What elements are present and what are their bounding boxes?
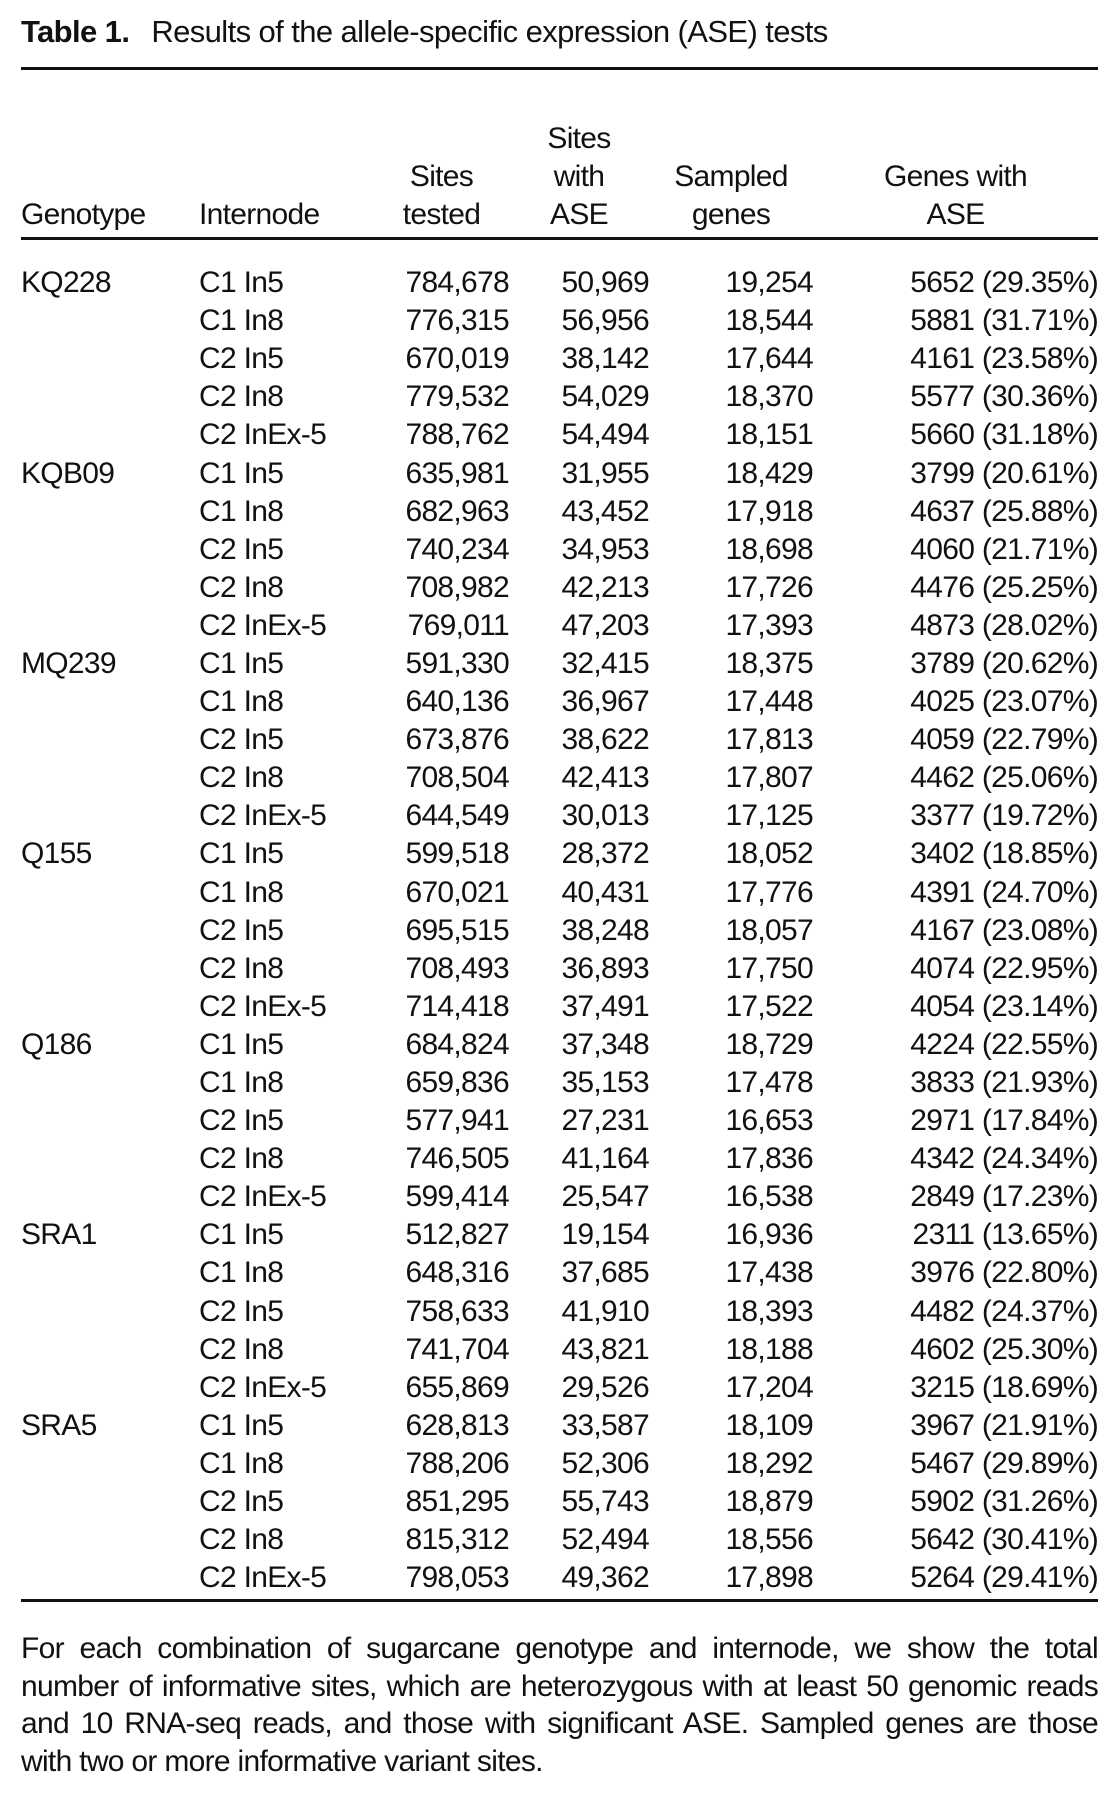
cell-sampled-genes: 18,429: [725, 456, 813, 490]
cell-internode: C2 In8: [199, 1332, 284, 1366]
cell-sampled-genes: 18,188: [725, 1332, 813, 1366]
column-header-genotype: Genotype: [21, 198, 146, 231]
cell-sites-tested: 640,136: [405, 685, 509, 719]
cell-internode: C1 In5: [199, 646, 284, 680]
table-body: [21, 264, 1098, 1597]
cell-sampled-genes: 17,726: [725, 570, 813, 604]
cell-sampled-genes: 17,813: [725, 723, 813, 757]
cell-genes-with-ase: 3976 (22.80%): [910, 1256, 1098, 1290]
cell-sampled-genes: 18,109: [725, 1408, 813, 1442]
cell-genes-with-ase: 4054 (23.14%): [910, 989, 1098, 1023]
table-row: [21, 340, 1098, 378]
cell-genes-with-ase: 4074 (22.95%): [910, 951, 1098, 985]
cell-genotype: [21, 874, 199, 912]
header-spacer: [21, 234, 1098, 264]
cell-sampled-genes: 17,776: [725, 875, 813, 909]
cell-sampled-genes: 18,544: [725, 304, 813, 338]
cell-genes-with-ase: 4873 (28.02%): [910, 608, 1098, 642]
cell-genotype: [21, 1293, 199, 1331]
cell-sites-with-ase: 34,953: [561, 532, 649, 566]
cell-sites-with-ase: 55,743: [561, 1485, 649, 1519]
table-row: [21, 988, 1098, 1026]
table-row: [21, 950, 1098, 988]
cell-sites-tested: 599,518: [405, 837, 509, 871]
column-header-sites-with-ase: Sites with ASE: [547, 122, 611, 231]
cell-sites-tested: 776,315: [405, 304, 509, 338]
cell-internode: C2 InEx-5: [199, 1561, 327, 1595]
cell-genes-with-ase: 4025 (23.07%): [910, 685, 1098, 719]
table-footnote: For each combination of sugarcane genotype and internode, we show the total number of informative sites, which are heterozygous with at least 50 genomic reads and 10 RNA-seq reads, and those with significant ASE. Sampled genes are those with two or more informative variant sites.: [21, 1632, 1098, 1779]
table-row: [21, 797, 1098, 835]
column-header-sampled-genes: Sampled genes: [674, 160, 788, 231]
cell-genotype: [21, 531, 199, 569]
cell-sampled-genes: 18,556: [725, 1523, 813, 1557]
cell-genotype: [21, 988, 199, 1026]
bottom-rule: [21, 1599, 1098, 1602]
cell-genes-with-ase: 5902 (31.26%): [910, 1485, 1098, 1519]
cell-sites-tested: 714,418: [405, 989, 509, 1023]
cell-genes-with-ase: 3799 (20.61%): [910, 456, 1098, 490]
cell-sites-with-ase: 56,956: [561, 304, 649, 338]
top-rule: [21, 67, 1098, 70]
table-row: [21, 1102, 1098, 1140]
cell-internode: C2 InEx-5: [199, 1370, 327, 1404]
cell-sampled-genes: 16,653: [725, 1104, 813, 1138]
cell-genes-with-ase: 4602 (25.30%): [910, 1332, 1098, 1366]
cell-internode: C1 In8: [199, 304, 284, 338]
cell-sampled-genes: 18,393: [725, 1294, 813, 1328]
cell-internode: C2 In8: [199, 761, 284, 795]
cell-genes-with-ase: 4482 (24.37%): [910, 1294, 1098, 1328]
cell-sites-with-ase: 37,348: [561, 1027, 649, 1061]
cell-sampled-genes: 17,448: [725, 685, 813, 719]
cell-sampled-genes: 17,393: [725, 608, 813, 642]
cell-sampled-genes: 19,254: [725, 266, 813, 300]
cell-internode: C1 In8: [199, 1446, 284, 1480]
cell-sites-with-ase: 19,154: [561, 1218, 649, 1252]
cell-genes-with-ase: 5264 (29.41%): [910, 1561, 1098, 1595]
cell-sampled-genes: 17,522: [725, 989, 813, 1023]
cell-sites-with-ase: 38,248: [561, 913, 649, 947]
cell-sites-tested: 577,941: [405, 1104, 509, 1138]
cell-genotype: [21, 759, 199, 797]
cell-internode: C2 In8: [199, 570, 284, 604]
cell-genotype: [21, 340, 199, 378]
cell-internode: C2 In5: [199, 1294, 284, 1328]
cell-internode: C1 In5: [199, 1408, 284, 1442]
cell-sites-with-ase: 43,452: [561, 494, 649, 528]
cell-sites-with-ase: 54,494: [561, 418, 649, 452]
cell-sampled-genes: 17,750: [725, 951, 813, 985]
cell-genotype: [21, 797, 199, 835]
table-row: [21, 531, 1098, 569]
cell-genotype: [21, 1140, 199, 1178]
cell-genes-with-ase: 4476 (25.25%): [910, 570, 1098, 604]
cell-internode: C2 In5: [199, 1104, 284, 1138]
table-row: [21, 1559, 1098, 1597]
table-row: [21, 264, 1098, 302]
cell-internode: C2 In5: [199, 342, 284, 376]
table-label: Table 1.: [21, 14, 130, 49]
cell-internode: C2 In8: [199, 1142, 284, 1176]
cell-genes-with-ase: 2971 (17.84%): [910, 1104, 1098, 1138]
cell-sites-tested: 644,549: [405, 799, 509, 833]
cell-sites-tested: 779,532: [405, 380, 509, 414]
cell-genes-with-ase: 5652 (29.35%): [910, 266, 1098, 300]
cell-sites-tested: 695,515: [405, 913, 509, 947]
cell-genotype: [21, 721, 199, 759]
cell-sampled-genes: 17,918: [725, 494, 813, 528]
cell-genotype: [21, 607, 199, 645]
cell-sites-tested: 851,295: [405, 1485, 509, 1519]
cell-sites-tested: 659,836: [405, 1066, 509, 1100]
cell-genotype: KQB09: [21, 456, 115, 490]
cell-internode: C1 In8: [199, 1066, 284, 1100]
table-row: [21, 1483, 1098, 1521]
cell-internode: C1 In8: [199, 875, 284, 909]
table-row: [21, 645, 1098, 683]
cell-sites-tested: 670,021: [405, 875, 509, 909]
cell-sites-tested: 708,504: [405, 761, 509, 795]
cell-genotype: Q186: [21, 1027, 92, 1061]
cell-genotype: [21, 950, 199, 988]
cell-genotype: [21, 378, 199, 416]
cell-sampled-genes: 18,292: [725, 1446, 813, 1480]
cell-sites-tested: 784,678: [405, 266, 509, 300]
cell-sampled-genes: 18,151: [725, 418, 813, 452]
cell-sites-with-ase: 36,893: [561, 951, 649, 985]
table-row: [21, 683, 1098, 721]
cell-genotype: KQ228: [21, 266, 111, 300]
cell-sites-with-ase: 27,231: [561, 1104, 649, 1138]
column-header-sites-tested: Sites tested: [402, 160, 481, 231]
cell-sites-tested: 591,330: [405, 646, 509, 680]
cell-sites-tested: 758,633: [405, 1294, 509, 1328]
cell-sites-with-ase: 38,142: [561, 342, 649, 376]
table-row: [21, 912, 1098, 950]
cell-genes-with-ase: 3967 (21.91%): [910, 1408, 1098, 1442]
cell-sites-with-ase: 41,910: [561, 1294, 649, 1328]
cell-genotype: [21, 1178, 199, 1216]
table-row: [21, 759, 1098, 797]
table-row: [21, 1521, 1098, 1559]
table-row: [21, 835, 1098, 873]
cell-internode: C1 In5: [199, 1218, 284, 1252]
cell-genotype: MQ239: [21, 646, 116, 680]
table-row: [21, 1140, 1098, 1178]
cell-sites-with-ase: 43,821: [561, 1332, 649, 1366]
cell-sampled-genes: 18,375: [725, 646, 813, 680]
cell-sites-with-ase: 42,413: [561, 761, 649, 795]
cell-sites-tested: 769,011: [407, 608, 509, 642]
cell-genes-with-ase: 3833 (21.93%): [910, 1066, 1098, 1100]
cell-sampled-genes: 18,698: [725, 532, 813, 566]
cell-genotype: [21, 912, 199, 950]
cell-internode: C1 In5: [199, 266, 284, 300]
cell-sites-tested: 708,982: [405, 570, 509, 604]
cell-genes-with-ase: 4161 (23.58%): [910, 342, 1098, 376]
cell-sites-with-ase: 30,013: [561, 799, 649, 833]
table-row: [21, 1445, 1098, 1483]
cell-internode: C2 In5: [199, 1485, 284, 1519]
cell-internode: C2 In8: [199, 380, 284, 414]
cell-internode: C1 In5: [199, 837, 284, 871]
cell-genotype: [21, 1483, 199, 1521]
cell-internode: C2 InEx-5: [199, 608, 327, 642]
table-row: [21, 454, 1098, 492]
column-header-genes-with-ase: Genes with ASE: [883, 160, 1028, 231]
table-row: [21, 493, 1098, 531]
table-row: [21, 874, 1098, 912]
cell-sampled-genes: 17,478: [725, 1066, 813, 1100]
cell-genes-with-ase: 3402 (18.85%): [910, 837, 1098, 871]
cell-genes-with-ase: 2849 (17.23%): [910, 1180, 1098, 1214]
cell-sites-with-ase: 52,306: [561, 1446, 649, 1480]
table-row: [21, 1178, 1098, 1216]
cell-sampled-genes: 18,052: [725, 837, 813, 871]
cell-sites-tested: 682,963: [405, 494, 509, 528]
cell-sites-with-ase: 31,955: [561, 456, 649, 490]
column-header-internode: Internode: [199, 198, 320, 231]
cell-genes-with-ase: 5660 (31.18%): [910, 418, 1098, 452]
cell-sites-tested: 788,762: [405, 418, 509, 452]
cell-internode: C2 In8: [199, 1523, 284, 1557]
cell-genes-with-ase: 5577 (30.36%): [910, 380, 1098, 414]
cell-sampled-genes: 18,729: [725, 1027, 813, 1061]
cell-internode: C2 InEx-5: [199, 989, 327, 1023]
cell-sites-with-ase: 52,494: [561, 1523, 649, 1557]
cell-genes-with-ase: 5881 (31.71%): [910, 304, 1098, 338]
table-row: [21, 1293, 1098, 1331]
cell-sites-tested: 512,827: [405, 1218, 509, 1252]
cell-genotype: [21, 1445, 199, 1483]
cell-sampled-genes: 18,057: [725, 913, 813, 947]
cell-genes-with-ase: 2311 (13.65%): [912, 1218, 1098, 1252]
cell-sites-tested: 599,414: [405, 1180, 509, 1214]
cell-genotype: [21, 1521, 199, 1559]
cell-genotype: [21, 302, 199, 340]
cell-sites-with-ase: 50,969: [561, 266, 649, 300]
cell-sampled-genes: 17,644: [725, 342, 813, 376]
cell-sites-with-ase: 37,491: [561, 989, 649, 1023]
cell-genes-with-ase: 4637 (25.88%): [910, 494, 1098, 528]
cell-sites-with-ase: 36,967: [561, 685, 649, 719]
cell-sites-with-ase: 49,362: [561, 1561, 649, 1595]
table-row: [21, 416, 1098, 454]
cell-sites-tested: 815,312: [405, 1523, 509, 1557]
cell-sampled-genes: 16,538: [725, 1180, 813, 1214]
cell-sites-tested: 798,053: [405, 1561, 509, 1595]
table-row: [21, 569, 1098, 607]
cell-sites-tested: 708,493: [405, 951, 509, 985]
cell-genes-with-ase: 3789 (20.62%): [910, 646, 1098, 680]
table-row: [21, 607, 1098, 645]
cell-genotype: [21, 1102, 199, 1140]
cell-genes-with-ase: 4462 (25.06%): [910, 761, 1098, 795]
cell-internode: C2 InEx-5: [199, 418, 327, 452]
cell-genes-with-ase: 5467 (29.89%): [910, 1446, 1098, 1480]
cell-internode: C2 In8: [199, 951, 284, 985]
cell-sites-tested: 740,234: [405, 532, 509, 566]
cell-internode: C1 In8: [199, 1256, 284, 1290]
cell-internode: C2 In5: [199, 913, 284, 947]
cell-sampled-genes: 17,898: [725, 1561, 813, 1595]
table-row: [21, 1064, 1098, 1102]
cell-genotype: [21, 569, 199, 607]
cell-sampled-genes: 17,438: [725, 1256, 813, 1290]
cell-sites-tested: 628,813: [405, 1408, 509, 1442]
cell-sites-with-ase: 42,213: [561, 570, 649, 604]
cell-genotype: [21, 493, 199, 531]
cell-sites-with-ase: 37,685: [561, 1256, 649, 1290]
cell-sites-with-ase: 38,622: [561, 723, 649, 757]
cell-sites-tested: 673,876: [405, 723, 509, 757]
cell-internode: C1 In5: [199, 1027, 284, 1061]
cell-sites-with-ase: 28,372: [561, 837, 649, 871]
cell-internode: C2 InEx-5: [199, 799, 327, 833]
cell-sampled-genes: 17,836: [725, 1142, 813, 1176]
results-table: [21, 84, 1098, 1597]
cell-genes-with-ase: 4224 (22.55%): [910, 1027, 1098, 1061]
cell-sampled-genes: 17,125: [725, 799, 813, 833]
cell-sites-with-ase: 54,029: [561, 380, 649, 414]
cell-internode: C1 In8: [199, 494, 284, 528]
cell-genotype: [21, 1331, 199, 1369]
cell-internode: C2 In5: [199, 532, 284, 566]
cell-sampled-genes: 17,807: [725, 761, 813, 795]
cell-sites-with-ase: 41,164: [561, 1142, 649, 1176]
cell-internode: C1 In5: [199, 456, 284, 490]
cell-sampled-genes: 18,370: [725, 380, 813, 414]
cell-internode: C2 In5: [199, 723, 284, 757]
cell-genotype: Q155: [21, 837, 92, 871]
table-row: [21, 1331, 1098, 1369]
cell-genotype: SRA1: [21, 1218, 97, 1252]
cell-genes-with-ase: 4342 (24.34%): [910, 1142, 1098, 1176]
cell-genotype: [21, 1254, 199, 1292]
cell-genes-with-ase: 4060 (21.71%): [910, 532, 1098, 566]
cell-genes-with-ase: 5642 (30.41%): [910, 1523, 1098, 1557]
cell-sites-with-ase: 32,415: [561, 646, 649, 680]
cell-genotype: [21, 416, 199, 454]
cell-genotype: [21, 1369, 199, 1407]
cell-genotype: [21, 683, 199, 721]
cell-sites-with-ase: 25,547: [561, 1180, 649, 1214]
cell-sites-with-ase: 47,203: [561, 608, 649, 642]
cell-sites-with-ase: 29,526: [561, 1370, 649, 1404]
cell-sites-tested: 741,704: [405, 1332, 509, 1366]
table-row: [21, 302, 1098, 340]
cell-sampled-genes: 18,879: [725, 1485, 813, 1519]
cell-genes-with-ase: 3215 (18.69%): [910, 1370, 1098, 1404]
table-row: [21, 378, 1098, 416]
cell-sites-tested: 655,869: [405, 1370, 509, 1404]
table-title: Results of the allele-specific expression (ASE) tests: [151, 14, 828, 49]
cell-genotype: SRA5: [21, 1408, 97, 1442]
cell-sites-tested: 746,505: [405, 1142, 509, 1176]
cell-genotype: [21, 1064, 199, 1102]
table-row: [21, 1369, 1098, 1407]
cell-sampled-genes: 16,936: [725, 1218, 813, 1252]
cell-sites-tested: 684,824: [405, 1027, 509, 1061]
table-caption: [21, 14, 828, 50]
cell-genes-with-ase: 4167 (23.08%): [910, 913, 1098, 947]
cell-sites-with-ase: 40,431: [561, 875, 649, 909]
cell-sites-with-ase: 35,153: [561, 1066, 649, 1100]
cell-sampled-genes: 17,204: [725, 1370, 813, 1404]
cell-sites-with-ase: 33,587: [561, 1408, 649, 1442]
cell-sites-tested: 788,206: [405, 1446, 509, 1480]
cell-sites-tested: 670,019: [405, 342, 509, 376]
table-row: [21, 1407, 1098, 1445]
cell-genes-with-ase: 3377 (19.72%): [910, 799, 1098, 833]
header-row: [21, 84, 1098, 234]
table-row: [21, 1254, 1098, 1292]
cell-sites-tested: 635,981: [405, 456, 509, 490]
cell-genes-with-ase: 4391 (24.70%): [910, 875, 1098, 909]
table-row: [21, 721, 1098, 759]
table-row: [21, 1026, 1098, 1064]
table-row: [21, 1216, 1098, 1254]
cell-internode: C1 In8: [199, 685, 284, 719]
cell-sites-tested: 648,316: [405, 1256, 509, 1290]
cell-internode: C2 InEx-5: [199, 1180, 327, 1214]
cell-genes-with-ase: 4059 (22.79%): [910, 723, 1098, 757]
cell-genotype: [21, 1559, 199, 1597]
